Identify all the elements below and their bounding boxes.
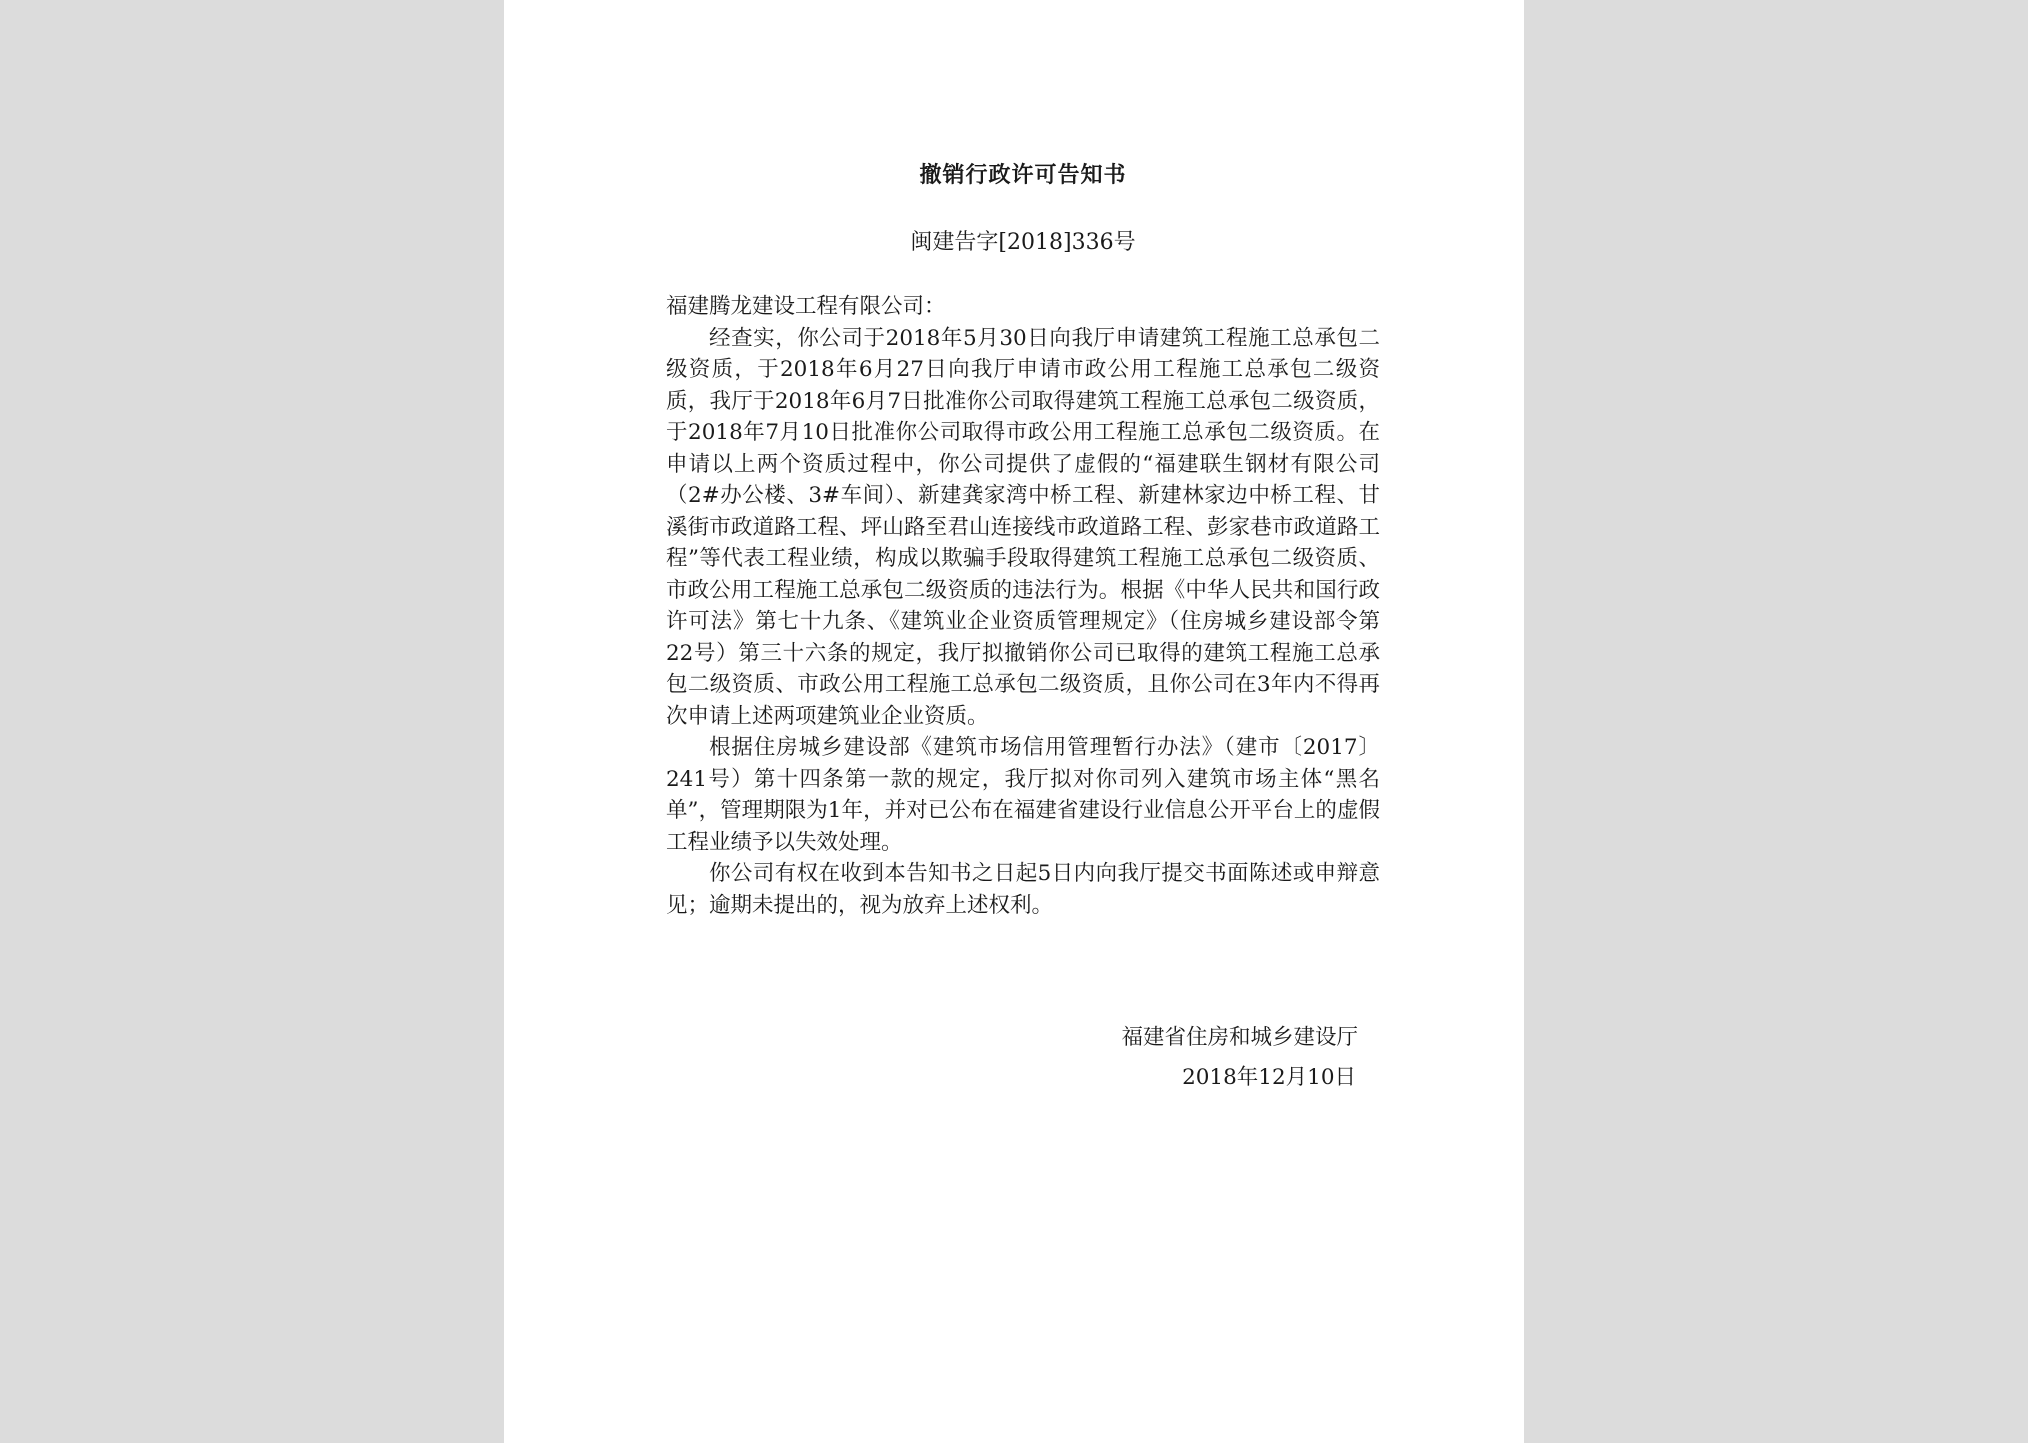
paragraph-blacklist: 根据住房城乡建设部《建筑市场信用管理暂行办法》（建市〔2017〕241号）第十四条第一款的规定，我厅拟对你司列入建筑市场主体“黑名单”，管理期限为1年，并对已公布在福建省建设行业信息公开平台上的虚假工程业绩予以失效处理。 bbox=[666, 735, 1380, 855]
paragraph-findings: 经查实，你公司于2018年5月30日向我厅申请建筑工程施工总承包二级资质，于2018年6月27日向我厅申请市政公用工程施工总承包二级资质，我厅于2018年6月7日批准你公司取得建筑工程施工总承包二级资质，于2018年7月10日批准你公司取得市政公用工程施工总承包二级资质。在申请以上两个资质过程中，你公司提供了虚假的“福建联生钢材有限公司（2#办公楼、3#车间）、新建龚家湾中桥工程、新建林家边中桥工程、甘溪街市政道路工程、坪山路至君山连接线市政道路工程、彭家巷市政道路工程”等代表工程业绩，构成以欺骗手段取得建筑工程施工总承包二级资质、市政公用工程施工总承包二级资质的违法行为。根据《中华人民共和国行政许可法》第七十九条、《建筑业企业资质管理规定》（住房城乡建设部令第22号）第三十六条的规定，我厅拟撤销你公司已取得的建筑工程施工总承包二级资质、市政公用工程施工总承包二级资质，且你公司在3年内不得再次申请上述两项建筑业企业资质。 bbox=[666, 325, 1380, 729]
salutation: 福建腾龙建设工程有限公司： bbox=[666, 294, 946, 319]
document-number: 闽建告字[2018]336号 bbox=[910, 230, 1136, 255]
document-page bbox=[504, 0, 1524, 1443]
document-body bbox=[666, 291, 1380, 921]
signoff-block bbox=[1121, 1018, 1358, 1098]
paragraph-rights: 你公司有权在收到本告知书之日起5日内向我厅提交书面陈述或申辩意见；逾期未提出的，视为放弃上述权利。 bbox=[666, 861, 1380, 918]
issue-date: 2018年12月10日 bbox=[1182, 1065, 1356, 1090]
document-title: 撤销行政许可告知书 bbox=[919, 162, 1127, 188]
issuer-name: 福建省住房和城乡建设厅 bbox=[1121, 1025, 1358, 1050]
